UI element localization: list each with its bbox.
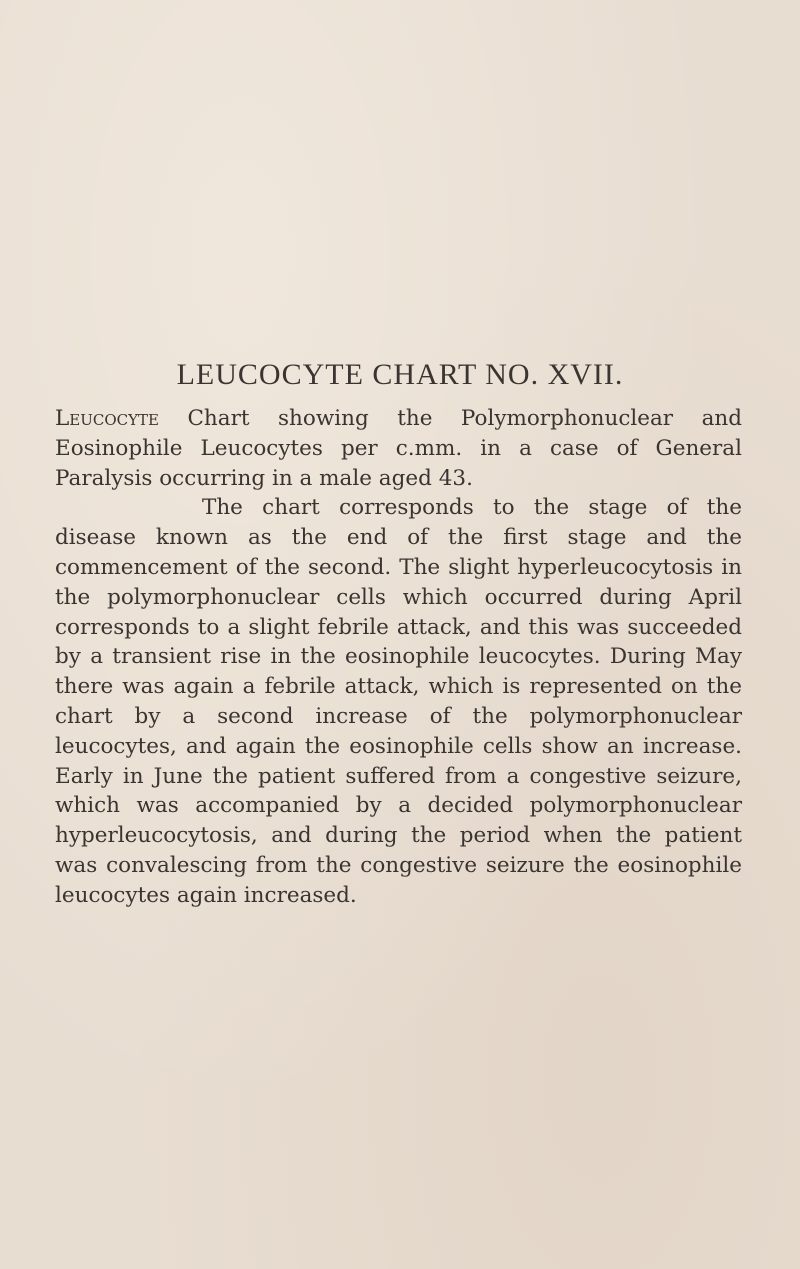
paragraph-lead-word: Leucocyte bbox=[55, 406, 159, 431]
paragraph-description: The chart corresponds to the stage of the disease known as the end of the first stage and the commencement of the second. The slight hyperleucocytosis in the polymorphonuclear cells which occurred during April corresponds to a slight febrile attack, and this was succeeded by a transient rise in the eosinophile leucocytes. During May there was again a febrile attack, which is represented on the chart by a second increase of the polymorphonuclear leucocytes, and again the eosinophile cells show an increase. Early in June the patient suffered from a congestive seizure, which was accompanied by a decided polymorphonuclear hyperleucocytosis, and during the period when the patient was convalescing from the congestive seizure the eosinophile leucocytes again increased. bbox=[55, 495, 742, 908]
paragraph-intro-text: Chart showing the Polymorphonuclear and Eosinophile Leucocytes per c.mm. in a case of General Paralysis occurring in a male aged 43. bbox=[55, 406, 742, 491]
paragraph-intro bbox=[55, 404, 742, 493]
body-text bbox=[55, 404, 742, 911]
page-title: LEUCOCYTE CHART NO. XVII. bbox=[176, 358, 624, 391]
